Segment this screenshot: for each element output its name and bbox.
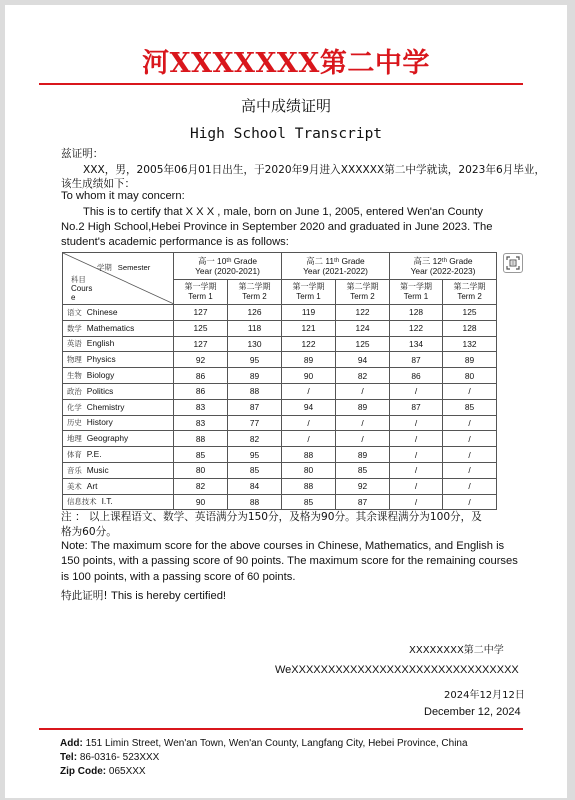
score-cell: 128 (390, 305, 443, 321)
note-cn-line1: 注 ： 以上课程语文、数学、英语满分为150分，及格为90分。其余课程满分为100分，及 (61, 511, 482, 523)
score-cell: 87 (390, 399, 443, 415)
grade-rows (63, 305, 497, 510)
date-en: December 12, 2024 (424, 706, 521, 718)
note-en-line2: 150 points, with a passing score of 90 points. The maximum score for the remaining courses (61, 555, 518, 567)
score-cell: 127 (174, 305, 228, 321)
score-cell: / (282, 383, 336, 399)
intro-en-line1: This is to certify that X X X , male, born on June 1, 2005, entered Wen'an County (83, 206, 483, 218)
footer-address: Add: 151 Limin Street, Wen'an Town, Wen'an County, Langfang City, Hebei Province, China (60, 738, 468, 749)
table-row (63, 462, 497, 478)
score-cell: 132 (443, 336, 497, 352)
score-cell: 119 (282, 305, 336, 321)
score-cell: 88 (282, 478, 336, 494)
course-name-cell: 地理 Geography (63, 431, 174, 447)
course-name-cell: 数学 Mathematics (63, 320, 174, 336)
score-cell: / (443, 383, 497, 399)
note-cn-line2: 格为60分。 (61, 526, 117, 538)
transcript-page (5, 5, 567, 798)
score-cell: 90 (174, 494, 228, 510)
term-header: 第一学期 Term 1 (174, 280, 228, 305)
score-cell: 84 (228, 478, 282, 494)
score-cell: / (390, 478, 443, 494)
score-cell: 86 (174, 368, 228, 384)
score-cell: 122 (390, 320, 443, 336)
corner-semester-cn: 学期 (97, 263, 112, 272)
score-cell: 92 (336, 478, 390, 494)
term-header: 第一学期 Term 1 (390, 280, 443, 305)
score-cell: / (336, 415, 390, 431)
course-name-cell: 物理 Physics (63, 352, 174, 368)
signature-school-cn: XXXXXXXX第二中学 (409, 645, 504, 656)
corner-course-cn: 科目 (71, 275, 86, 284)
table-row (63, 305, 497, 321)
score-cell: / (443, 462, 497, 478)
table-corner-header (63, 253, 174, 305)
term-header: 第二学期 Term 2 (228, 280, 282, 305)
table-row (63, 431, 497, 447)
header-red-rule (39, 83, 523, 85)
score-cell: / (336, 431, 390, 447)
course-name-cell: 化学 Chemistry (63, 399, 174, 415)
term-header: 第二学期 Term 2 (336, 280, 390, 305)
intro-cn-line1: XXX，男，2005年06月01日出生，于2020年9月进入XXXXXX第二中学就读，2023年6月毕业， (83, 164, 546, 176)
score-cell: / (282, 415, 336, 431)
table-row (63, 447, 497, 463)
score-cell: 128 (443, 320, 497, 336)
score-cell: / (390, 447, 443, 463)
score-cell: 126 (228, 305, 282, 321)
score-cell: 94 (282, 399, 336, 415)
score-cell: 82 (228, 431, 282, 447)
year-header: 高一 10ᵗʰ Grade Year (2020-2021) (174, 253, 282, 280)
score-cell: 89 (336, 447, 390, 463)
table-row (63, 352, 497, 368)
table-row (63, 494, 497, 510)
score-cell: 89 (443, 352, 497, 368)
intro-cn-line2: 该生成绩如下： (61, 178, 136, 190)
score-cell: / (443, 478, 497, 494)
score-cell: 89 (282, 352, 336, 368)
score-cell: 130 (228, 336, 282, 352)
course-name-cell: 信息技术 I.T. (63, 494, 174, 510)
score-cell: 82 (336, 368, 390, 384)
school-name-header: 河XXXXXXX第二中学 (142, 48, 430, 79)
score-cell: 87 (336, 494, 390, 510)
note-en-line3: is 100 points, with a passing score of 60 points. (61, 571, 296, 583)
score-cell: 90 (282, 368, 336, 384)
score-cell: 77 (228, 415, 282, 431)
score-cell: / (443, 415, 497, 431)
corner-course-en-b: e (71, 293, 76, 302)
term-header: 第一学期 Term 1 (282, 280, 336, 305)
document-title-cn: 高中成绩证明 (240, 97, 331, 115)
score-cell: 95 (228, 352, 282, 368)
score-cell: 87 (390, 352, 443, 368)
year-header: 高三 12ᵗʰ Grade Year (2022-2023) (390, 253, 497, 280)
intro-en-line2: No.2 High School,Hebei Province in September 2020 and graduated in June 2023. The (61, 221, 493, 233)
score-cell: 89 (336, 399, 390, 415)
score-cell: 88 (174, 431, 228, 447)
date-cn: 2024年12月12日 (444, 690, 525, 701)
score-cell: 121 (282, 320, 336, 336)
course-name-cell: 政治 Politics (63, 383, 174, 399)
score-cell: 94 (336, 352, 390, 368)
table-row (63, 320, 497, 336)
score-cell: 88 (228, 494, 282, 510)
course-name-cell: 美术 Art (63, 478, 174, 494)
term-header: 第二学期 Term 2 (443, 280, 497, 305)
score-cell: 80 (282, 462, 336, 478)
score-cell: 125 (174, 320, 228, 336)
score-cell: 134 (390, 336, 443, 352)
score-cell: 122 (282, 336, 336, 352)
score-cell: 80 (174, 462, 228, 478)
corner-course-en-a: Cours (71, 284, 93, 293)
note-en-line1: Note: The maximum score for the above courses in Chinese, Mathematics, and English is (61, 540, 505, 552)
score-cell: 85 (174, 447, 228, 463)
footer-zip: Zip Code: 065XXX (60, 766, 146, 777)
score-cell: / (390, 415, 443, 431)
score-cell: 118 (228, 320, 282, 336)
score-cell: 125 (336, 336, 390, 352)
score-cell: 125 (443, 305, 497, 321)
score-cell: / (336, 383, 390, 399)
score-cell: 127 (174, 336, 228, 352)
score-cell: 86 (174, 383, 228, 399)
score-cell: 80 (443, 368, 497, 384)
certified-statement: 特此证明! This is hereby certified! (61, 590, 227, 602)
score-cell: 85 (443, 399, 497, 415)
scan-icon[interactable] (503, 253, 523, 273)
course-name-cell: 体育 P.E. (63, 447, 174, 463)
course-name-cell: 英语 English (63, 336, 174, 352)
corner-semester-en: Semester (117, 263, 151, 272)
score-cell: / (390, 431, 443, 447)
year-header: 高二 11ᵗʰ Grade Year (2021-2022) (282, 253, 390, 280)
score-cell: / (390, 383, 443, 399)
course-name-cell: 音乐 Music (63, 462, 174, 478)
score-cell: / (390, 462, 443, 478)
table-row (63, 478, 497, 494)
score-cell: / (443, 431, 497, 447)
score-cell: 87 (228, 399, 282, 415)
table-row (63, 336, 497, 352)
score-cell: 88 (282, 447, 336, 463)
score-cell: 95 (228, 447, 282, 463)
score-cell: / (443, 447, 497, 463)
score-cell: 124 (336, 320, 390, 336)
score-cell: 85 (228, 462, 282, 478)
course-name-cell: 生物 Biology (63, 368, 174, 384)
salutation-en: To whom it may concern: (61, 190, 185, 202)
document-title-en: High School Transcript (189, 126, 383, 142)
score-cell: 88 (228, 383, 282, 399)
footer-tel: Tel: 86-0316- 523XXX (60, 752, 160, 763)
score-cell: 82 (174, 478, 228, 494)
score-cell: 89 (228, 368, 282, 384)
score-cell: / (390, 494, 443, 510)
table-row (63, 415, 497, 431)
score-cell: 92 (174, 352, 228, 368)
table-row (63, 399, 497, 415)
footer-red-rule (39, 728, 523, 730)
course-name-cell: 语文 Chinese (63, 305, 174, 321)
course-name-cell: 历史 History (63, 415, 174, 431)
score-cell: 83 (174, 399, 228, 415)
score-cell: 122 (336, 305, 390, 321)
table-row (63, 368, 497, 384)
score-cell: 85 (336, 462, 390, 478)
signature-school-en: WeXXXXXXXXXXXXXXXXXXXXXXXXXXXXXXX (275, 664, 519, 676)
score-cell: / (443, 494, 497, 510)
score-cell: 83 (174, 415, 228, 431)
table-row (63, 383, 497, 399)
score-cell: / (282, 431, 336, 447)
score-cell: 85 (282, 494, 336, 510)
certify-label-cn: 兹证明： (61, 148, 104, 160)
intro-en-line3: student's academic performance is as follows: (61, 236, 289, 248)
score-cell: 86 (390, 368, 443, 384)
grades-table (62, 252, 497, 510)
